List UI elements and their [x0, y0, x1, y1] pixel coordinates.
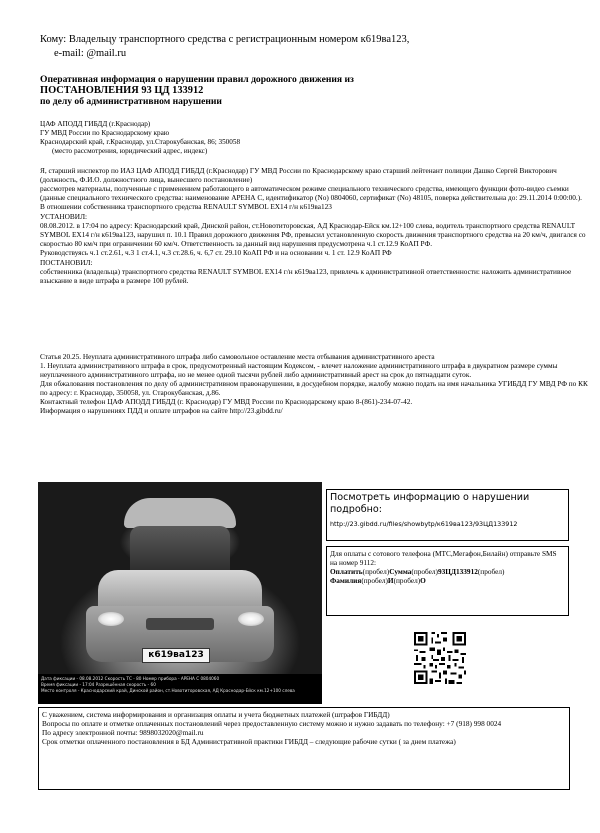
photo-caption	[38, 674, 322, 704]
inspector-paragraph: Я, старший инспектор по ИАЗ ЦАФ АПОДД ГИБДД (г.Краснодар) ГУ МВД России по Краснодарскому краю старший лейтенант полиции Дашко Сергей Викторович	[40, 166, 557, 175]
details-url[interactable]: http://23.gibdd.ru/files/showbytp/к619ва123/93ЦД133912	[330, 520, 518, 528]
office-ministry: ГУ МВД России по Краснодарскому краю	[40, 129, 170, 137]
sms-format-line-1: Оплатить(пробел)Сумма(пробел)93ЦД133912(пробел)	[330, 567, 505, 576]
established-heading: УСТАНОВИЛ:	[40, 212, 88, 221]
document-title	[40, 74, 354, 107]
car-hood	[98, 570, 262, 610]
recipient-line: Кому: Владельцу транспортного средства с регистрационным номером к619ва123,	[40, 34, 410, 45]
footer-info-box	[38, 707, 570, 790]
article-heading: Статья 20.25. Неуплата административного штрафа либо самовольное оставление места отбывания административного ареста	[40, 352, 435, 361]
resolution-body	[40, 166, 588, 285]
headlight-left	[98, 612, 124, 626]
footer-questions: Вопросы по оплате и отметке оплаченных постановлений через предоставленную систему можно и нужно задавать по телефону: +7 (918) 998 0024	[42, 719, 502, 728]
violation-paragraph: 08.08.2012. в 17:04 по адресу: Краснодарский край, Динской район, ст.Новотиторовская, АД Краснодар-Ейск км.12+100 слева, водитель транспортного средства RENAULT SYMBOL EX14 г/н к619ва123, нарушил п. 10.1 Правил дорожного движения РФ, превысил установленную скорость движения транспортного средства на 20 км/ч, двигался со скоростью 80 км/ч при ограничении 60 км/ч. Ответственность за данный вид нарушения предусмотрена ч.1 ст.12.9 КоАП РФ.	[40, 221, 586, 248]
penalty-paragraph: собственника (владельца) транспортного средства RENAULT SYMBOL EX14 г/н к619ва123, привлечь к административной ответственности: наложить административное взыскание в виде штрафа в размере 100 рублей.	[40, 267, 572, 285]
title-resolution-number: ПОСТАНОВЛЕНИЯ 93 ЦД 133912	[40, 85, 204, 96]
sms-format-line-2: Фамилия(пробел)И(пробел)О	[330, 576, 426, 585]
headlight-right	[238, 612, 264, 626]
materials-paragraph: рассмотрев материалы, полученные с применением работающего в автоматическом режиме специального технического средства, имеющего функции фото-видео съемки (данные специального технического средства: наименование АРЕНА С, идентификатор (No) 0804060, сертификат (No) 48105, поверка действительна до: 29.11.2014 0:00:00.).	[40, 184, 583, 202]
camera-photo	[38, 482, 322, 704]
article-text: 1. Неуплата административного штрафа в срок, предусмотренный настоящим Кодексом, - влечет наложение административного штрафа в двукратном размере суммы неуплаченного административного штрафа, но не менее одной тысячи рублей либо административный арест на срок до пятнадцати суток.	[40, 361, 558, 379]
recipient-email: e-mail: @mail.ru	[54, 48, 127, 59]
office-block	[40, 120, 240, 156]
sms-payment-box	[326, 546, 569, 616]
caption-line-1: Дата фиксации - 08.08.2012 Скорость ТС - 80 Номер прибора - АРЕНА С 0804060	[41, 676, 220, 681]
legal-basis-paragraph: Руководствуясь ч.1 ст.2.61, ч.3 1 ст.4.1, ч.3 ст.28.6, ч. 6,7 ст. 29.10 КоАП РФ и на основании ч. 1 ст. 12.9 КоАП РФ	[40, 248, 392, 257]
decided-heading: ПОСТАНОВИЛ:	[40, 258, 93, 267]
car-windshield	[130, 526, 230, 572]
appeal-text: Для обжалования постановления по делу об административном правонарушении, в досудебном порядке, жалобу можно подать на имя начальника УГИБДД ГУ МВД РФ по КК по адресу: г. Краснодар, 350058, ул. Старокубанская, д.86.	[40, 379, 588, 397]
contact-phone: Контактный телефон ЦАФ АПОДД ГИБДД (г. Краснодар) ГУ МВД России по Краснодарскому краю 8-(861)-234-07-42.	[40, 397, 413, 406]
footer-email: По адресу электронной почты: 9898032020@mail.ru	[42, 728, 204, 737]
details-heading: Посмотреть информацию о нарушении подробно:	[330, 492, 530, 515]
title-line-1: Оперативная информация о нарушении правил дорожного движения из	[40, 74, 354, 85]
recipient-block	[40, 33, 409, 61]
car-grille	[146, 618, 214, 630]
office-name: ЦАФ АПОДД ГИБДД (г.Краснодар)	[40, 120, 151, 128]
caption-line-2: Время фиксации - 17:04 Разрешённая скорость - 60	[41, 682, 156, 687]
office-address-note: (место рассмотрения, юридический адрес, индекс)	[52, 147, 208, 155]
title-line-3: по делу об административном нарушении	[40, 96, 222, 107]
footer-deadline: Срок отметки оплаченного постановления в БД Административной практики ГИБДД – следующие рабочие сутки ( за днем платежа)	[42, 737, 456, 746]
qr-code-icon	[412, 630, 468, 686]
caption-line-3: Место контроля - Краснодарский край, Динской район, ст.Новотиторовская, АД Краснодар-Ейск км.12+100 слева	[41, 688, 295, 693]
inspector-note: (должность, Ф.И.О. должностного лица, вынесшего постановление)	[40, 175, 253, 184]
details-link-box	[326, 489, 569, 541]
car-roof	[124, 498, 236, 528]
license-plate: к619ва123	[142, 648, 210, 663]
sms-instructions: Для оплаты с сотового телефона (МТС,Мегафон,Билайн) отправьте SMS на номер 9112:	[330, 549, 557, 567]
footer-greeting: С уважением, система информирования и организация оплаты и учета бюджетных платежей (штрафов ГИБДД)	[42, 710, 390, 719]
law-block	[40, 352, 588, 415]
vehicle-owner-line: В отношении собственника транспортного средства RENAULT SYMBOL EX14 г/н к619ва123	[40, 202, 332, 211]
info-site: Информация о нарушениях ПДД и оплате штрафов на сайте http://23.gibdd.ru/	[40, 406, 283, 415]
office-address: Краснодарский край, г.Краснодар, ул.Старокубанская, 86; 350058	[40, 138, 241, 146]
